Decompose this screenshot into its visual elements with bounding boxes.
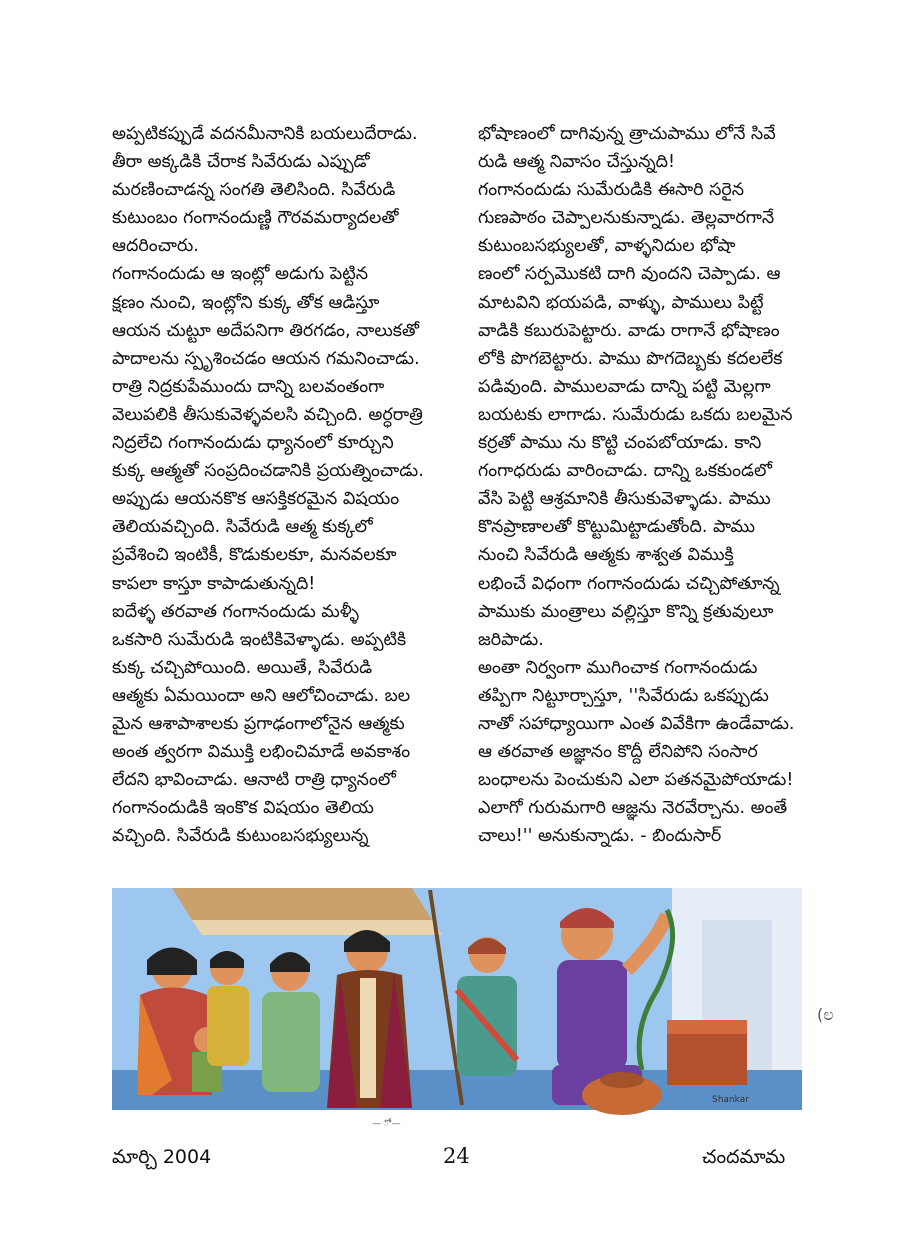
right-column-line: గుణపాఠం చెప్పాలనుకున్నాడు. తెల్లవారగానే	[478, 208, 775, 229]
artist-signature: Shankar	[712, 1095, 749, 1105]
left-column-line: కుక్క చచ్చిపోయింది. అయితే, సివేరుడి	[112, 657, 373, 678]
right-column-line: కుటుంబసభ్యులతో, వాళ్ళనిదుల భోషా	[478, 236, 736, 257]
left-column-line: వెలుపలికి తీసుకువెళ్ళవలసి వచ్చింది. అర్ధరాత్రి	[112, 404, 423, 425]
left-column-line: మైన ఆశాపాశాలకు ప్రగాఢంగాలోనైన ఆత్మకు	[112, 713, 405, 734]
right-column-line: కర్రతో పాము ను కొట్టి చంపబోయాడు. కాని	[478, 433, 762, 454]
left-column-line: ఆత్మకు ఏమయిందా అని ఆలోచించాడు. బల	[112, 685, 411, 706]
left-column-line: లేదని భావించాడు. ఆనాటి రాత్రి ధ్యానంలో	[112, 770, 396, 791]
left-column-line: ఆదరించారు.	[112, 236, 199, 257]
right-column-line: చాలు!'' అనుకున్నాడు. - బిందుసార్	[478, 826, 722, 847]
right-column-line: మాటవిని భయపడి, వాళ్ళు, పాములు పిట్టే	[478, 292, 764, 313]
right-column-line: లోకి పొగబెట్టారు. పాము పొగదెబ్బకు కదలలేక	[478, 348, 783, 369]
left-column-line: పాదాలను స్పృశించడం ఆయన గమనించాడు.	[112, 348, 420, 369]
left-column-line: గంగానందుడు ఆ ఇంట్లో అడుగు పెట్టిన	[112, 264, 369, 285]
right-column-line: రుడి ఆత్మ నివాసం చేస్తున్నది!	[478, 152, 676, 173]
left-column-line: ఒకసారి సుమేరుడి ఇంటికివెళ్ళాడు. అప్పటికి	[112, 629, 407, 650]
left-column-line: ప్రవేశించి ఇంటికీ, కొడుకులకూ, మనవలకూ	[112, 545, 397, 566]
right-text-column	[478, 120, 848, 850]
left-column-line: అప్పుడు ఆయనకొక ఆసక్తికరమైన విషయం	[112, 489, 400, 510]
left-column-line: ఐదేళ్ళ తరవాత గంగానందుడు మళ్ళీ	[112, 601, 359, 622]
right-column-line: గంగాధరుడు వారించాడు. దాన్ని ఒకకుండలో	[478, 461, 772, 482]
right-column-line: తప్పిగా నిట్టూర్చాస్తూ, ''సివేరుడు ఒకప్పుడు	[478, 685, 769, 706]
left-column-line: నిద్రలేచి గంగానందుడు ధ్యానంలో కూర్చుని	[112, 433, 394, 454]
left-column-line: కుక్క ఆత్మతో సంప్రదించడానికి ప్రయత్నించాడు.	[112, 461, 424, 482]
right-column-line: గంగానందుడు సుమేరుడికి ఈసారి సరైన	[478, 180, 745, 201]
left-column-line: రాత్రి నిద్రకుపేముందు దాన్ని బలవంతంగా	[112, 376, 385, 397]
right-column-line: నాతో సహాధ్యాయిగా ఎంత వివేకిగా ఉండేవాడు.	[478, 713, 795, 734]
right-column-line: నుంచి సివేరుడి ఆత్మకు శాశ్వత విముక్తి	[478, 545, 734, 566]
right-column-line: వాడికి కబురుపెట్టారు. వాడు రాగానే భోషాణం	[478, 320, 780, 341]
right-column-line: జరిపాడు.	[478, 629, 544, 650]
footer-month-year: మార్చి 2004	[112, 1146, 212, 1168]
right-column-line: కొనప్రాణాలతో కొట్టుమిట్టాడుతోంది. పాము	[478, 517, 756, 538]
right-column-line: పడివుంది. పాములవాడు దాన్ని పట్టి మెల్లగా	[478, 376, 771, 397]
svg-text:(ಲ: (ಲ	[817, 1005, 834, 1024]
right-column-line: లభించే విధంగా గంగానందుడు చచ్చిపోతూన్న	[478, 573, 780, 594]
right-column-line: ణంలో సర్పమొకటి దాగి వుందని చెప్పాడు. ఆ	[478, 264, 781, 285]
right-column-line: అంతా నిర్వంగా ముగించాక గంగానందుడు	[478, 657, 758, 678]
page-number: 24	[443, 1144, 470, 1168]
boy-figure	[207, 951, 249, 1066]
right-column-line: భోషాణంలో దాగివున్న త్రాచుపాము లోనే సివే	[478, 124, 776, 144]
right-column-line: పాముకు మంత్రాలు వల్లిస్తూ కొన్ని క్రతువులూ	[478, 601, 774, 622]
right-column-line: బయటకు లాగాడు. సుమేరుడు ఒకదు బలమైన	[478, 404, 793, 425]
story-illustration	[112, 880, 842, 1130]
right-column-line: ఆ తరవాత అజ్ఞానం కొద్దీ లేనిపోని సంసార	[478, 742, 758, 763]
left-column-line: క్షణం నుంచి, ఇంట్లోని కుక్క తోక ఆడిస్తూ	[112, 292, 380, 313]
left-column-line: తెలియవచ్చింది. సివేరుడి ఆత్మ కుక్కలో	[112, 517, 373, 538]
right-column-line: వేసి పెట్టి ఆశ్రమానికి తీసుకువెళ్ళాడు. పాము	[478, 489, 771, 510]
roof	[172, 888, 432, 920]
right-column-line: బంధాలను పెంచుకుని ఎలా పతనమైపోయాడు!	[478, 770, 794, 791]
left-text-column	[112, 120, 482, 850]
left-column-line: వచ్చింది. సివేరుడి కుటుంబసభ్యులున్న	[112, 826, 369, 847]
left-column-line: అంత త్వరగా విముక్తి లభించిమాడే అవకాశం	[112, 742, 411, 763]
left-column-line: తీరా అక్కడికి చేరాక సివేరుడు ఎప్పుడో	[112, 152, 370, 173]
chest	[667, 1030, 747, 1085]
left-column-line: కాపలా కాస్తూ కాపాడుతున్నది!	[112, 573, 316, 594]
left-column-line: గంగానందుడికి ఇంకొక విషయం తెలియ	[112, 798, 374, 819]
magazine-name: చందమామ	[702, 1146, 786, 1168]
left-column-line: మరణించాడన్న సంగతి తెలిసింది. సివేరుడి	[112, 180, 396, 201]
left-column-line: కుటుంబం గంగానందుణ్ణి గౌరవమర్యాదలతో	[112, 208, 399, 229]
right-column-line: ఎలాగో గురుమగారి ఆజ్ఞను నెరవేర్చాను. అంతే	[478, 798, 788, 819]
left-column-line: అప్పటికప్పుడే వదనమీనానికి బయలుదేరాడు.	[112, 124, 418, 144]
left-column-line: ఆయన చుట్టూ అదేపనిగా తిరగడం, నాలుకతో	[112, 320, 420, 341]
illustration-bottom-mark: — ో —	[372, 1119, 401, 1129]
